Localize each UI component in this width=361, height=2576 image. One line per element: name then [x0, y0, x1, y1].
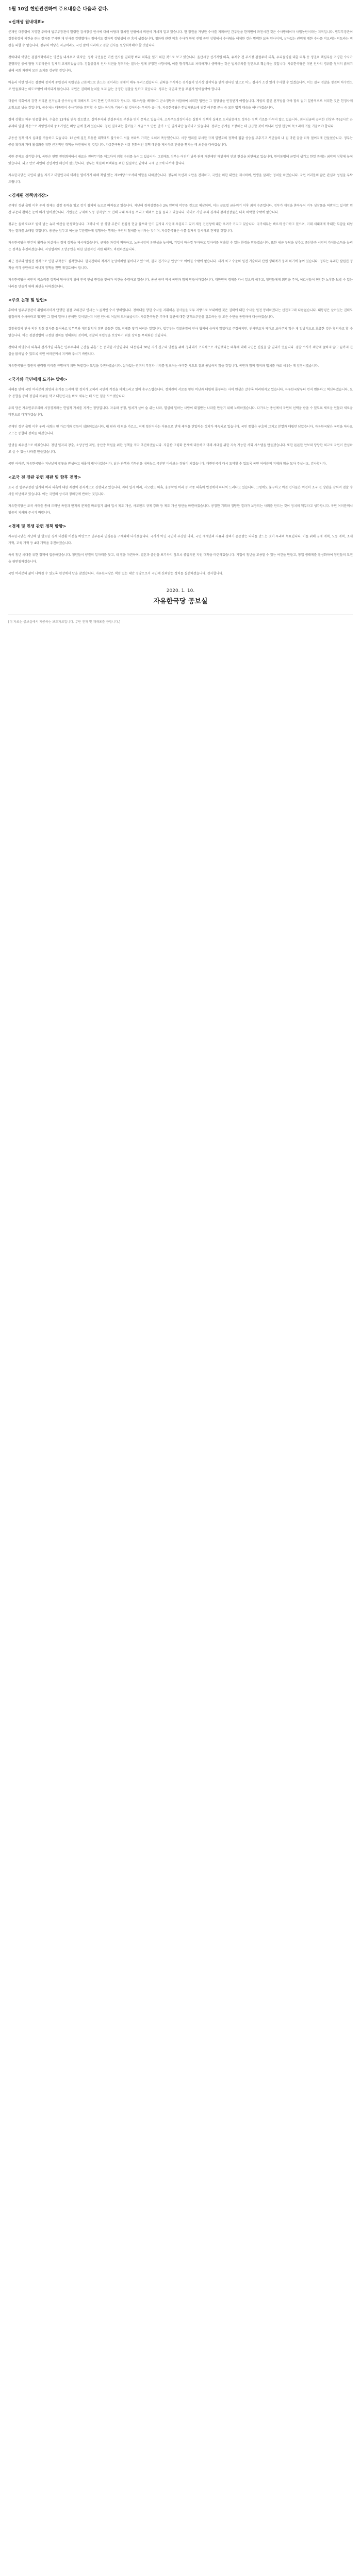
body-paragraph: 국민 여러분의 삶이 나아질 수 있도록 현장에서 답을 찾겠습니다. 자유한국당은 책임 있는 대안 정당으로서 국민께 신뢰받는 정치를 실천하겠습니다. 감사합니다. — [8, 572, 223, 575]
body-paragraph: 더불어 국회에서 강행 처리된 선거법과 공수처법에 대해서도 다시 한번 강조하고자 합니다. 제1야당을 배제하고 군소정당과 야합하여 처리한 법안은 그 정당성을 인정받기 어렵습니다. 게임의 룰인 선거법을 여야 합의 없이 일방적으로 처리한 것은 헌정사에 오점으로 남을 것입니다. 공수처는 대통령이 수사기관을 장악할 수 있는 옥상옥 기구가 될 것이라는 우려가 큽니다. 자유한국당은 헌법재판소에 위헌 여부를 묻는 등 모든 법적 대응을 해나가겠습니다. — [8, 99, 353, 110]
body-paragraph: 조국 전 법무부장관 일가의 비리 의혹에 대한 재판이 본격적으로 진행되고 있습니다. 자녀 입시 비리, 사모펀드 의혹, 웅동학원 비리 등 각종 의혹이 법정에서 하나씩 드러나고 있습니다. 그럼에도 불구하고 여권 인사들은 여전히 조국 전 장관을 감싸며 검찰 수사를 비난하고 있습니다. 이는 국민의 상식과 정의감에 반하는 것입니다. — [8, 486, 353, 496]
section-title: <경제 및 민생 관련 정책 방향> — [8, 524, 67, 529]
body-paragraph: 국민 여러분, 자유한국당은 지난날의 잘못을 반성하고 새롭게 태어나겠습니다. 낡은 관행과 기득권을 내려놓고 국민만 바라보는 정당이 되겠습니다. 대한민국이 다시 도약할 수 있도록 국민 여러분의 지혜와 힘을 모아 주십시오. 감사합니다. — [8, 462, 327, 466]
press-release — [0, 0, 361, 629]
body-paragraph: 북한 문제도 심각합니다. 북한은 연말 전원회의에서 새로운 전략무기를 예고하며 위협 수위를 높이고 있습니다. 그럼에도 정부는 여전히 남북 관계 개선에만 매달리며 안보 현실을 외면하고 있습니다. 한미동맹에 균열이 생기고 한일 관계는 최악의 상황에 놓여 있습니다. 외교 안보 라인의 전면적인 쇄신이 필요합니다. 정부는 북한의 비핵화를 위한 실질적인 압박과 국제 공조에 나서야 합니다. — [8, 155, 353, 165]
body-paragraph: 경제 상황도 매우 엄중합니다. 수출은 13개월 연속 감소했고, 설비투자와 건설투자도 부진을 면치 못하고 있습니다. 소득주도성장이라는 실험적 정책이 실패로 드러났음에도 정부는 정책 기조를 바꾸지 않고 있습니다. 최저임금의 급격한 인상과 주52시간 근무제의 일괄 적용으로 자영업자와 중소기업은 벼랑 끝에 몰려 있습니다. 청년 일자리는 줄어들고 세금으로 만든 단기 노인 일자리만 늘어나고 있습니다. 정부는 통계를 포장하는 데 급급할 것이 아니라 민생 현장의 목소리에 귀를 기울여야 합니다. — [8, 118, 353, 128]
section-title: <김재원 정책위의장> — [8, 193, 49, 198]
release-date: 2020. 1. 10. — [166, 588, 195, 594]
body-paragraph: 새해를 맞아 국민 여러분께 희망과 용기를 드려야 할 정치가 오히려 국민께 걱정을 끼쳐드리고 있어 송구스럽습니다. 정치권이 서로를 향한 비난과 대립에 몰두하는 사이 민생은 갈수록 어려워지고 있습니다. 자유한국당부터 먼저 변화하고 혁신하겠습니다. 보수 통합을 통해 정권의 폭주를 막고 대한민국을 바로 세우는 데 모든 힘을 모으겠습니다. — [8, 388, 353, 398]
body-paragraph: 우리 당은 자유민주주의와 시장경제라는 헌법적 가치를 지키는 정당입니다. 자유와 공정, 법치가 살아 숨 쉬는 나라, 열심히 일하는 사람이 대접받는 나라를 만들기 위해 노력하겠습니다. 다가오는 총선에서 국민의 선택을 받을 수 있도록 새로운 인물과 새로운 비전으로 다가가겠습니다. — [8, 406, 353, 417]
section-title: <주요 논평 및 발언> — [8, 298, 47, 302]
section-title: <조국 전 장관 관련 재판 및 향후 전망> — [8, 475, 81, 480]
body-paragraph: 최근 정부의 탈원전 정책으로 인한 부작용도 심각합니다. 한국전력의 적자가 눈덩이처럼 불어나고 있으며, 결국 전기요금 인상으로 이어질 수밖에 없습니다. 세계 최고 수준의 원전 기술력과 산업 생태계가 붕괴 위기에 놓여 있습니다. 정부는 무리한 탈원전 정책을 즉각 중단하고 에너지 정책을 전면 재검토해야 합니다. — [8, 260, 353, 270]
body-paragraph: 청와대 하명수사 의혹과 선거개입 의혹은 민주주의의 근간을 뒤흔드는 중대한 사안입니다. 대통령의 30년 지기 친구의 당선을 위해 청와대가 조직적으로 개입했다는 의혹에 대해 국민은 진실을 알 권리가 있습니다. 검찰 수사가 외압에 굴하지 않고 끝까지 진실을 밝혀낼 수 있도록 국민 여러분께서 지켜봐 주시기 바랍니다. — [8, 346, 353, 356]
body-paragraph: 자유한국당은 국민의 목소리를 정책에 담아내기 위해 전국 민생 현장을 찾아가 의견을 수렴하고 있습니다. 총선 공약 역시 국민과 함께 만들어가겠습니다. 대한민국 경제를 다시 일으켜 세우고, 청년들에게 희망을 주며, 어르신들이 편안한 노후를 보낼 수 있는 나라를 만들기 위해 최선을 다하겠습니다. — [8, 278, 353, 289]
footer-note: [이 자료는 공보실에서 제공하는 보도자료입니다. 무단 전재 및 재배포를 금합니다.] — [8, 615, 353, 629]
issuing-organization: 자유한국당 공보실 — [153, 598, 208, 605]
body-paragraph: 문재인 정권 출범 이후 우리 경제는 성장 동력을 잃고 장기 침체의 늪으로 빠져들고 있습니다. 지난해 경제성장률은 2% 안팎에 머무를 것으로 예상되며, 이는 글로벌 금융위기 이후 최저 수준입니다. 정부가 재정을 쏟아부어 겨우 성장률을 떠받치고 있지만 민간 부문의 활력은 눈에 띄게 떨어졌습니다. 기업들은 규제와 노동 경직성으로 인해 국내 투자를 꺼리고 해외로 눈을 돌리고 있습니다. 이대로 가면 우리 경제의 잠재성장률은 더욱 하락할 수밖에 없습니다. — [8, 204, 353, 214]
lead-sentence: 1월 10일 현안관련하여 주요내용은 다음과 같다. — [8, 7, 109, 12]
section-title: <국가와 국민에게 드리는 말씀> — [8, 377, 68, 382]
body-paragraph: 민생을 최우선으로 하겠습니다. 청년 일자리 창출, 소상공인 지원, 중산층 복원을 위한 정책을 적극 추진하겠습니다. 저출산 고령화 문제에 대응하고 미래 세대를 위한 지속 가능한 사회 시스템을 만들겠습니다. 또한 튼튼한 안보와 당당한 외교로 국민이 안심하고 살 수 있는 나라를 만들겠습니다. — [8, 444, 353, 454]
body-paragraph: 자유한국당은 민간의 활력을 되살리는 경제 정책을 제시하겠습니다. 규제를 과감히 혁파하고, 노동시장의 유연성을 높이며, 기업이 마음껏 투자하고 일자리를 창출할 수 있는 환경을 만들겠습니다. 또한 세금 부담을 낮추고 중산층과 서민의 가처분소득을 늘리는 정책을 추진하겠습니다. 자영업자와 소상공인을 위한 실질적인 지원 대책도 마련하겠습니다. — [8, 241, 353, 251]
body-paragraph: 자유한국당은 정권의 권력형 비리를 규명하기 위한 특별검사 도입을 추진하겠습니다. 살아있는 권력의 부정과 비리를 덮으려는 어떠한 시도도 결코 용납하지 않을 것입니다. 국민과 함께 정의와 법치를 바로 세우는 데 앞장서겠습니다. — [8, 364, 319, 368]
body-paragraph: 부동산 정책 역시 실패를 거듭하고 있습니다. 18번에 걸친 부동산 대책에도 불구하고 서울 아파트 가격은 오히려 폭등했습니다. 시장 원리를 무시한 규제 일변도의 정책이 집값 상승을 부추기고 서민들의 내 집 마련 꿈을 더욱 멀어지게 만들었습니다. 정부는 공급 확대와 거래 활성화를 위한 근본적인 대책을 마련해야 할 것입니다. 자유한국당은 시장 친화적인 정책 대안을 제시하고 민생을 챙기는 데 최선을 다하겠습니다. — [8, 137, 353, 147]
body-paragraph: 추미애 법무부장관이 취임하자마자 단행한 검찰 고위간부 인사는 노골적인 수사 방해입니다. 청와대를 향한 수사를 지휘해온 검사들을 모두 지방으로 보내버린 것은 권력에 대한 수사를 원천 봉쇄하겠다는 선전포고와 다름없습니다. 대통령은 살아있는 권력도 엄정하게 수사하라고 했지만 그 말이 얼마나 공허한 것이었는지 이번 인사로 여실히 드러났습니다. 자유한국당은 추미애 장관에 대한 탄핵소추안을 검토하는 등 모든 수단을 동원하여 대응하겠습니다. — [8, 309, 353, 319]
body-paragraph: 문재인 정부 출범 이후 우리 사회는 편 가르기와 갈등이 심화되었습니다. 내 편과 네 편을 가르고, 적폐 청산이라는 이름으로 반대 세력을 탄압하는 정치가 계속되고 있습니다. 국민 통합은 구호에 그치고 분열과 대립만 남았습니다. 자유한국당은 국민을 하나로 모으는 통합의 정치를 하겠습니다. — [8, 425, 353, 435]
sections-container — [8, 19, 353, 577]
section-title: <신재생 원내대표> — [8, 20, 45, 24]
body-paragraph: 정부는 올해 512조 원이 넘는 슈퍼 예산을 편성했습니다. 그러나 이 중 상당 부분이 선심성 현금 살포와 단기 일자리 사업에 투입되고 있어 재정 건전성에 대한 우려가 커지고 있습니다. 국가채무는 빠르게 증가하고 있으며, 미래 세대에게 막대한 부담을 떠넘기는 결과를 초래할 것입니다. 총선을 앞두고 예산을 무분별하게 집행하는 행태는 국민의 혈세를 낭비하는 것이며, 자유한국당은 이를 철저히 감시하고 견제할 것입니다. — [8, 223, 353, 233]
body-paragraph: 검찰총장의 인사 의견 청취 절차를 둘러싸고 법무부와 대검찰청이 정면 충돌한 것도 전례를 찾기 어려운 일입니다. 법무부는 검찰총장이 인사 협의에 응하지 않았다고 주장하지만, 인사안조차 제대로 보여주지 않은 채 일방적으로 호출한 것은 협의라고 할 수 없습니다. 이는 검찰청법이 규정한 절차를 형해화한 것이며, 검찰의 독립성을 보장하기 위한 장치를 무력화한 것입니다. — [8, 327, 353, 337]
body-paragraph: 특히 청년 세대를 위한 정책에 집중하겠습니다. 청년들이 양질의 일자리를 찾고, 내 집을 마련하며, 결혼과 출산을 포기하지 않도록 종합적인 지원 대책을 마련하겠습니다. 기업이 청년을 고용할 수 있는 여건을 만들고, 창업 생태계를 활성화하여 청년들의 도전을 뒷받침하겠습니다. — [8, 553, 353, 564]
body-paragraph: 자유한국당은 국민의 삶을 지키고 대한민국의 미래를 열어가기 위해 책임 있는 제1야당으로서의 역할을 다하겠습니다. 정부의 독선과 오만을 견제하고, 국민을 위한 대안을 제시하며, 민생을 살리는 정치를 하겠습니다. 국민 여러분의 많은 관심과 성원을 부탁드립니다. — [8, 174, 353, 184]
body-paragraph: 자유한국당은 지난해 말 발표한 경제 대전환 비전을 바탕으로 민부론과 민평론을 구체화해 나가겠습니다. 국가가 아닌 국민이 부강한 나라, 국민 개개인의 자유와 창의가 존중받는 나라를 만드는 것이 우리의 목표입니다. 이를 위해 규제 개혁, 노동 개혁, 조세 개혁, 교육 개혁 등 4대 개혁을 추진하겠습니다. — [8, 535, 353, 545]
body-paragraph: 자유한국당은 조국 사태를 통해 드러난 특권과 반칙의 문제를 바로잡기 위해 입시 제도 개선, 사모펀드 규제 강화 등 제도 개선 방안을 마련하겠습니다. 공정한 기회와 정당한 결과가 보장되는 사회를 만드는 것이 정치의 책무라고 생각합니다. 국민 여러분께서 엄중히 지켜봐 주시기 바랍니다. — [8, 504, 353, 515]
body-paragraph: 청와대와 여당은 검찰개혁이라는 명분을 내세우고 있지만, 정작 국민들은 이번 인사를 권력형 비리 의혹을 덮기 위한 것으로 보고 있습니다. 울산시장 선거개입 의혹, 유재수 전 부시장 감찰무마 의혹, 우리들병원 대출 의혹 등 정권의 핵심부를 겨냥한 수사가 진행되던 중에 담당 지휘라인이 일제히 교체되었습니다. 검찰총장의 인사 의견을 청취하는 절차는 법에 규정된 사항이며, 이를 형식적으로 처리하거나 생략하는 것은 법치주의를 정면으로 훼손하는 것입니다. 자유한국당은 이번 인사의 경위를 철저히 밝히기 위해 국회 차원의 모든 조치를 강구할 것입니다. — [8, 56, 353, 73]
body-paragraph: 아울러 이번 인사는 검찰의 정치적 중립성과 독립성을 근본적으로 흔드는 것이라는 점에서 매우 우려스럽습니다. 권력을 수사하는 검사들이 인사상 불이익을 받게 된다면 앞으로 어느 검사가 소신 있게 수사할 수 있겠습니까. 이는 결국 검찰을 정권의 하수인으로 만들겠다는 의도로밖에 해석되지 않습니다. 국민은 권력의 눈치를 보지 않는 공정한 검찰을 원하고 있습니다. 정부는 국민의 뜻을 무겁게 받아들여야 합니다. — [8, 81, 353, 91]
closing-block — [8, 588, 353, 605]
body-paragraph: 문재인 대통령이 지명한 추미애 법무부장관이 발령한 검사장급 인사에 대해 야당과 정치권 안팎에서 비판이 거세게 일고 있습니다. 현 정권을 겨냥한 수사를 지휘하던 간부들을 한꺼번에 좌천시킨 것은 수사방해이자 사법농단이라는 지적입니다. 법무부장관이 검찰총장의 의견을 듣는 절차를 무시한 채 인사를 강행했다는 점에서도 절차적 정당성에 큰 흠이 생겼습니다. 청와대 관련 의혹 수사가 한창 진행 중인 상황에서 수사팀을 해체한 것은 명백한 보복 인사이며, 살아있는 권력에 대한 수사를 막으려는 의도라는 비판을 피할 수 없습니다. 정부와 여당은 지금이라도 국민 앞에 사과하고 검찰 인사를 원상회복해야 할 것입니다. — [8, 30, 353, 47]
